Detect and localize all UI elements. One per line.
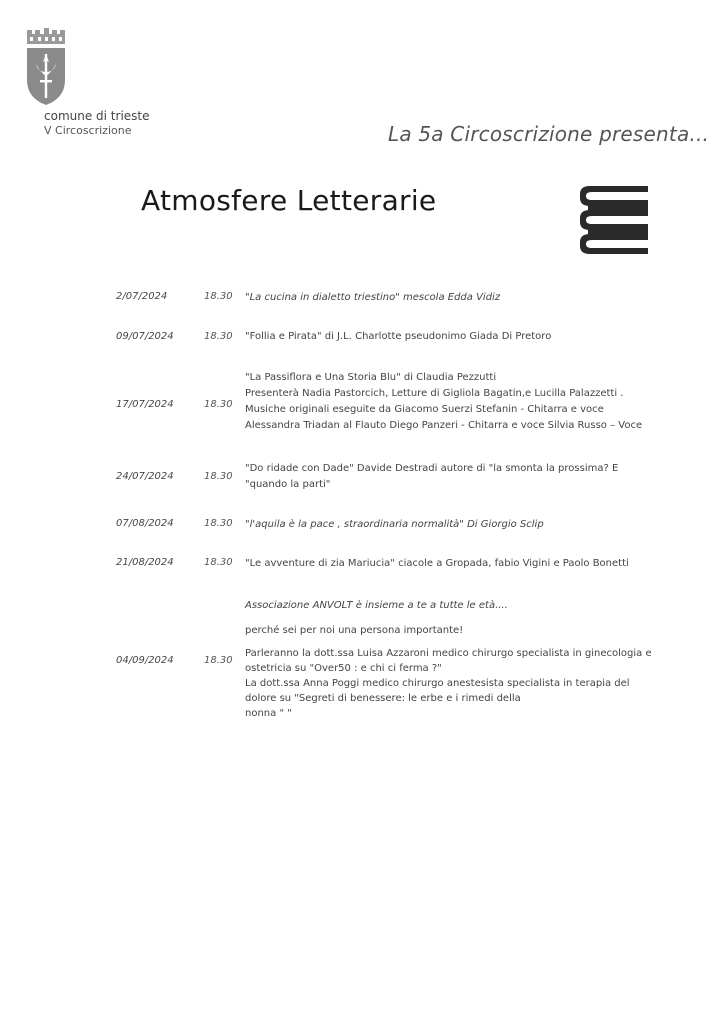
event-date: 17/07/2024 bbox=[116, 399, 174, 410]
event-description-line: La dott.ssa Anna Poggi medico chirurgo anestesista specialista in terapia del bbox=[245, 678, 630, 689]
event-date: 09/07/2024 bbox=[116, 331, 174, 342]
event-description-line: "l'aquila è la pace , straordinaria normalità" Di Giorgio Sclip bbox=[245, 519, 544, 530]
event-description-line: "Follia e Pirata" di J.L. Charlotte pseudonimo Giada Di Pretoro bbox=[245, 331, 552, 342]
event-description bbox=[245, 290, 685, 306]
event-intro-line: perché sei per noi una persona importante! bbox=[245, 625, 464, 636]
event-date: 24/07/2024 bbox=[116, 471, 174, 482]
event-description-line: Presenterà Nadia Pastorcich, Letture di Gigliola Bagatin,e Lucilla Palazzetti . bbox=[245, 388, 624, 399]
event-description-line: nonna " " bbox=[245, 708, 292, 719]
event-time: 18.30 bbox=[204, 331, 233, 342]
event-description bbox=[245, 556, 685, 572]
event-description-line: Parleranno la dott.ssa Luisa Azzaroni medico chirurgo specialista in ginecologia e bbox=[245, 648, 652, 659]
event-intro-line: Associazione ANVOLT è insieme a te a tutte le età.... bbox=[245, 600, 508, 611]
event-description-line: Alessandra Triadan al Flauto Diego Panzeri - Chitarra e voce Silvia Russo – Voce bbox=[245, 420, 643, 431]
event-time: 18.30 bbox=[204, 471, 233, 482]
event-description bbox=[245, 646, 685, 721]
event-time: 18.30 bbox=[204, 518, 233, 529]
event-time: 18.30 bbox=[204, 399, 233, 410]
event-date: 21/08/2024 bbox=[116, 557, 174, 568]
stacked-books-icon bbox=[574, 182, 654, 262]
event-description bbox=[245, 329, 685, 345]
event-description-line: Musiche originali eseguite da Giacomo Suerzi Stefanin - Chitarra e voce bbox=[245, 404, 604, 415]
page-title: Atmosfere Letterarie bbox=[141, 184, 437, 217]
presents-heading: La 5a Circoscrizione presenta... bbox=[388, 122, 710, 146]
event-description-line: dolore su "Segreti di benessere: le erbe e i rimedi della bbox=[245, 693, 521, 704]
event-date: 07/08/2024 bbox=[116, 518, 174, 529]
event-description-line: ostetricia su "Over50 : e chi ci ferma ?" bbox=[245, 663, 442, 674]
event-date: 2/07/2024 bbox=[116, 291, 168, 302]
event-time: 18.30 bbox=[204, 291, 233, 302]
event-time: 18.30 bbox=[204, 655, 233, 666]
event-description-line: "quando la parti" bbox=[245, 479, 331, 490]
event-time: 18.30 bbox=[204, 557, 233, 568]
event-description-line: "La Passiflora e Una Storia Blu" di Claudia Pezzutti bbox=[245, 372, 497, 383]
event-intro bbox=[245, 598, 685, 614]
organization-name: comune di trieste bbox=[44, 109, 150, 123]
event-description-line: "La cucina in dialetto triestino" mescola Edda Vidiz bbox=[245, 292, 501, 303]
trieste-halberd-crest-icon bbox=[24, 28, 68, 106]
event-intro bbox=[245, 623, 685, 639]
event-description bbox=[245, 517, 685, 533]
event-date: 04/09/2024 bbox=[116, 655, 174, 666]
event-description bbox=[245, 461, 685, 493]
event-description bbox=[245, 370, 685, 434]
organization-subtitle: V Circoscrizione bbox=[44, 124, 132, 137]
event-description-line: "Le avventure di zia Mariucia" ciacole a Gropada, fabio Vigini e Paolo Bonetti bbox=[245, 558, 629, 569]
event-description-line: "Do ridade con Dade" Davide Destradi autore di "la smonta la prossima? E bbox=[245, 463, 619, 474]
